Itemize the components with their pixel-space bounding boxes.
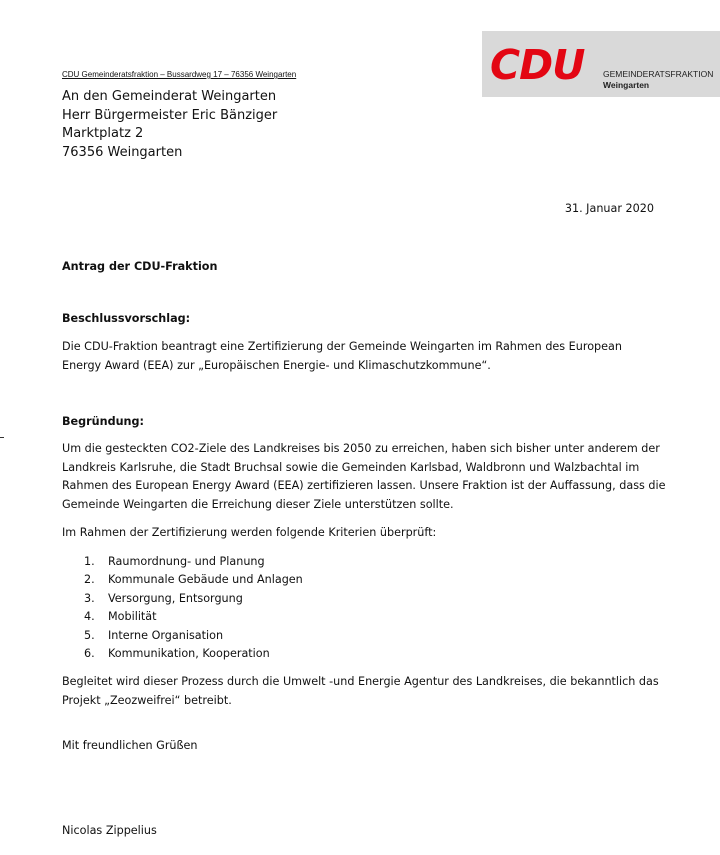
signature-name: Nicolas Zippelius [62, 824, 157, 837]
list-item-label: Versorgung, Entsorgung [108, 591, 243, 605]
margin-mark [0, 437, 4, 438]
greeting: Mit freundlichen Grüßen [62, 739, 198, 752]
recipient-line: 76356 Weingarten [62, 144, 183, 160]
list-item-label: Raumordnung- und Planung [108, 555, 265, 568]
criteria-intro: Im Rahmen der Zertifizierung werden folgende Kriterien überprüft: [62, 526, 437, 539]
list-item-label: Kommunale Gebäude und Anlagen [108, 573, 303, 587]
sender-line: CDU Gemeinderatsfraktion – Bussardweg 17 – 76356 Weingarten [62, 70, 297, 79]
list-item-number: 4. [84, 610, 95, 624]
list-item-number: 6. [84, 647, 95, 661]
list-item [84, 608, 303, 626]
logo-wordmark: CDU [490, 41, 585, 89]
cdu-logo [482, 31, 720, 97]
list-item [84, 627, 303, 645]
logo-subtitle-line2: Weingarten [603, 80, 650, 90]
logo-subtitle [603, 69, 713, 91]
logo-subtitle-line1: GEMEINDERATSFRAKTION [603, 69, 714, 79]
reasoning-heading: Begründung: [62, 415, 144, 428]
reasoning-text: Um die gesteckten CO2-Ziele des Landkreises bis 2050 zu erreichen, haben sich bisher unter anderem der Landkreis Karlsruhe, die Stadt Bruchsal sowie die Gemeinden Karlsbad, Waldbronn und Walzbachtal im Rahmen des European Energy Award (EEA) zertifizieren lassen. Unsere Fraktion ist der Auffassung, dass die Gemeinde Weingarten die Erreichung dieser Ziele unterstützen sollte. [62, 442, 666, 511]
letter-date: 31. Januar 2020 [564, 202, 654, 215]
list-item-label: Kommunikation, Kooperation [108, 647, 270, 661]
list-item-number: 1. [84, 555, 95, 568]
list-item [84, 553, 303, 571]
criteria-list [84, 553, 303, 663]
recipient-line: Herr Bürgermeister Eric Bänziger [62, 107, 278, 123]
recipient-line: Marktplatz 2 [62, 126, 144, 141]
recipient-line: An den Gemeinderat Weingarten [62, 89, 277, 104]
proposal-text: Die CDU-Fraktion beantragt eine Zertifizierung der Gemeinde Weingarten im Rahmen des European Energy Award (EEA) zur „Europäischen Energie- und Klimaschutzkommune“. [62, 340, 622, 372]
list-item-label: Mobilität [108, 610, 157, 624]
recipient-address [62, 88, 277, 162]
list-item-label: Interne Organisation [108, 628, 224, 642]
list-item-number: 5. [84, 628, 95, 642]
list-item-number: 3. [84, 591, 95, 605]
proposal-heading: Beschlussvorschlag: [62, 312, 191, 325]
list-item [84, 645, 303, 663]
list-item-number: 2. [84, 573, 95, 587]
list-item [84, 571, 303, 589]
closing-text: Begleitet wird dieser Prozess durch die Umwelt -und Energie Agentur des Landkreises, die bekanntlich das Projekt „Zeozweifrei“ betreibt. [62, 675, 659, 707]
list-item [84, 590, 303, 608]
subject-heading: Antrag der CDU-Fraktion [62, 260, 218, 273]
